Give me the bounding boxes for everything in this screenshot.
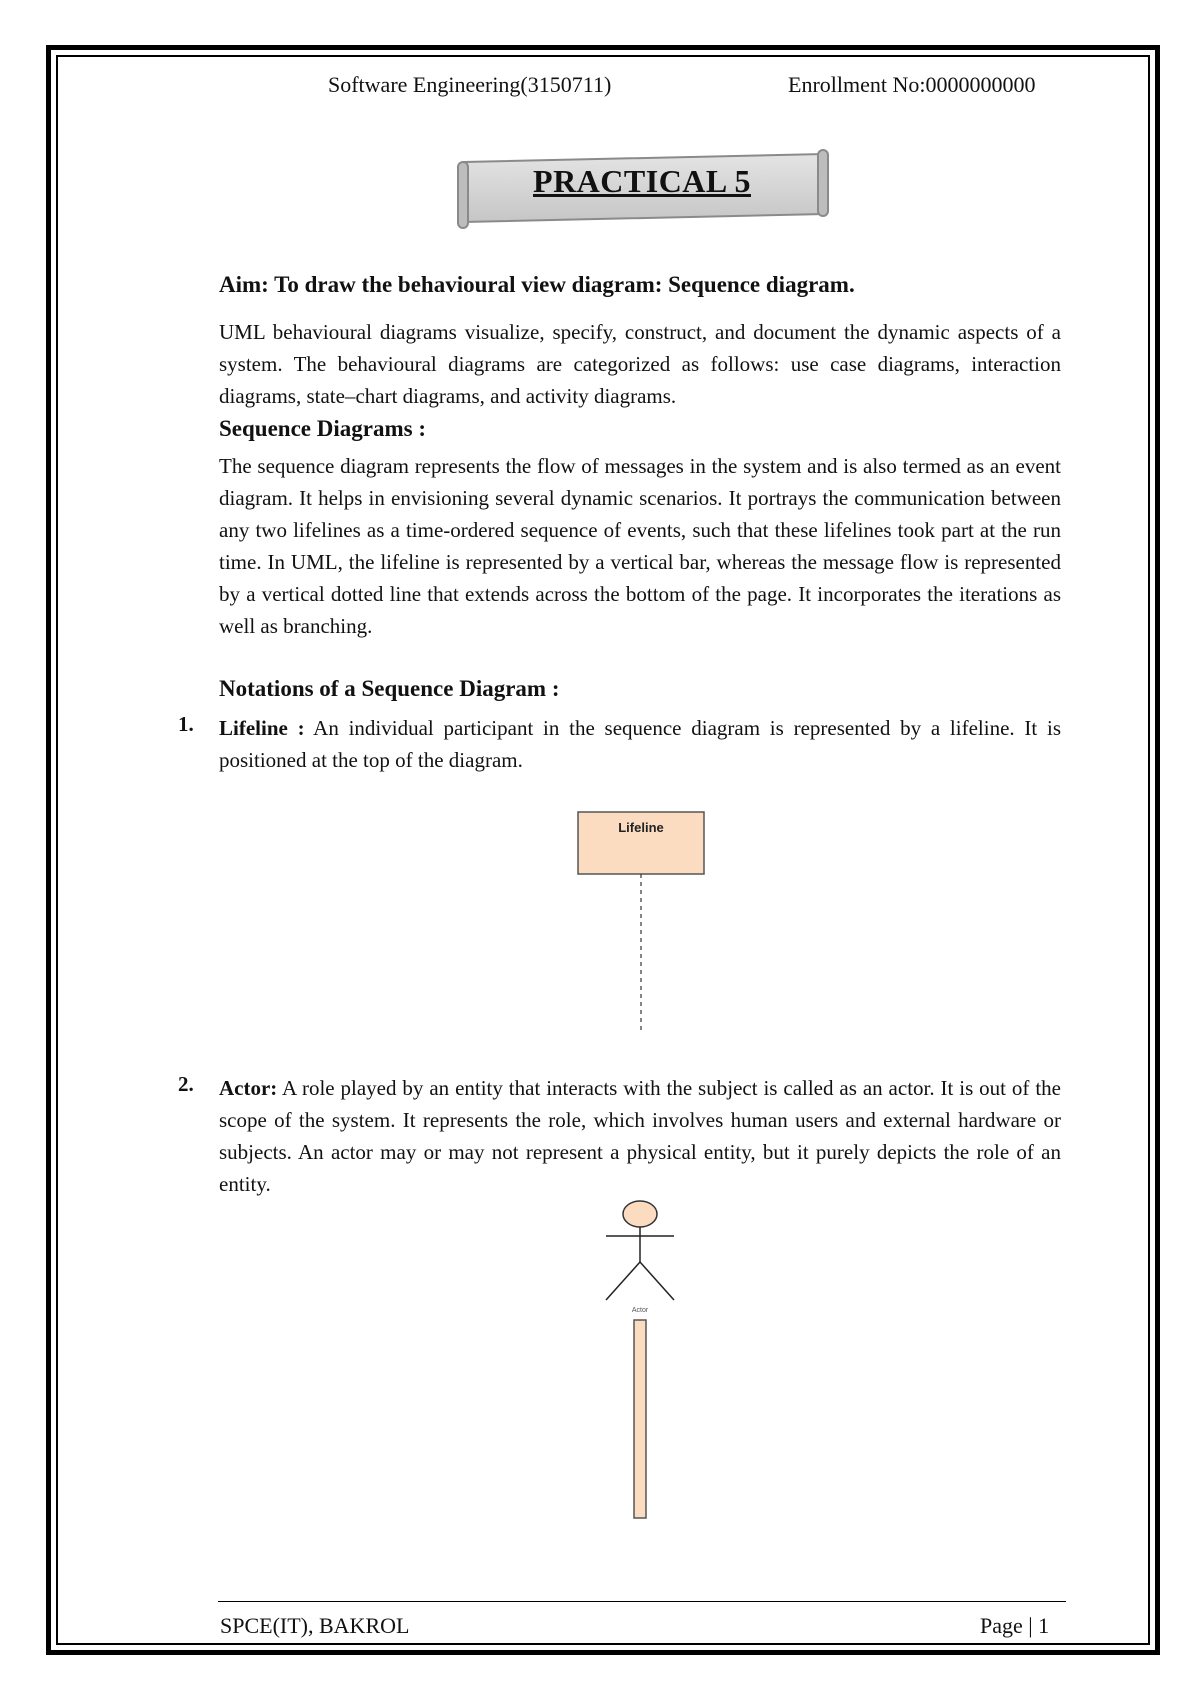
notation-number: 1. xyxy=(178,712,194,736)
intro-paragraph: UML behavioural diagrams visualize, specify, construct, and document the dynamic aspects of a system. The behavioural diagrams are categorized as follows: use case diagrams, interaction diagrams, state–chart diagrams, and activity diagrams. xyxy=(219,320,1061,408)
footer-rule xyxy=(218,1601,1066,1602)
notation-number: 2. xyxy=(178,1072,194,1096)
aim-heading: Aim: To draw the behavioural view diagram: Sequence diagram. xyxy=(219,272,855,297)
notation-desc: A role played by an entity that interacts with the subject is called as an actor. It is out of the scope of the system. It represents the role, which involves human users and external hardware or subjects. An actor may or may not represent a physical entity, but it purely depicts the role of an entity. xyxy=(219,1076,1061,1196)
sequence-paragraph: The sequence diagram represents the flow of messages in the system and is also termed as an event diagram. It helps in envisioning several dynamic scenarios. It portrays the communication between any two lifelines as a time-ordered sequence of events, such that these lifelines took part at the run time. In UML, the lifeline is represented by a vertical bar, whereas the message flow is represented by a vertical dotted line that extends across the bottom of the page. It incorporates the iterations as well as branching. xyxy=(219,454,1061,638)
notation-lifeline xyxy=(219,712,1061,776)
lifeline-figure xyxy=(560,800,720,1040)
notation-term: Actor: xyxy=(219,1076,278,1100)
actor-activation-bar xyxy=(634,1320,646,1518)
footer-institute: SPCE(IT), BAKROL xyxy=(220,1613,410,1638)
actor-label: Actor xyxy=(631,1307,649,1314)
header-course: Software Engineering(3150711) xyxy=(328,72,612,97)
notation-desc: An individual participant in the sequence diagram is represented by a lifeline. It is positioned at the top of the diagram. xyxy=(219,716,1061,772)
practical-title: PRACTICAL 5 xyxy=(533,163,751,199)
notation-term: Lifeline : xyxy=(219,716,305,740)
header-enrollment: Enrollment No:0000000000 xyxy=(788,72,1036,97)
actor-head xyxy=(623,1201,657,1227)
notations-heading: Notations of a Sequence Diagram : xyxy=(219,676,560,701)
footer-page-number: Page | 1 xyxy=(980,1613,1050,1638)
lifeline-label: Lifeline xyxy=(618,820,664,835)
actor-figure xyxy=(590,1190,690,1530)
sequence-heading: Sequence Diagrams : xyxy=(219,416,426,441)
notation-actor xyxy=(219,1072,1061,1200)
